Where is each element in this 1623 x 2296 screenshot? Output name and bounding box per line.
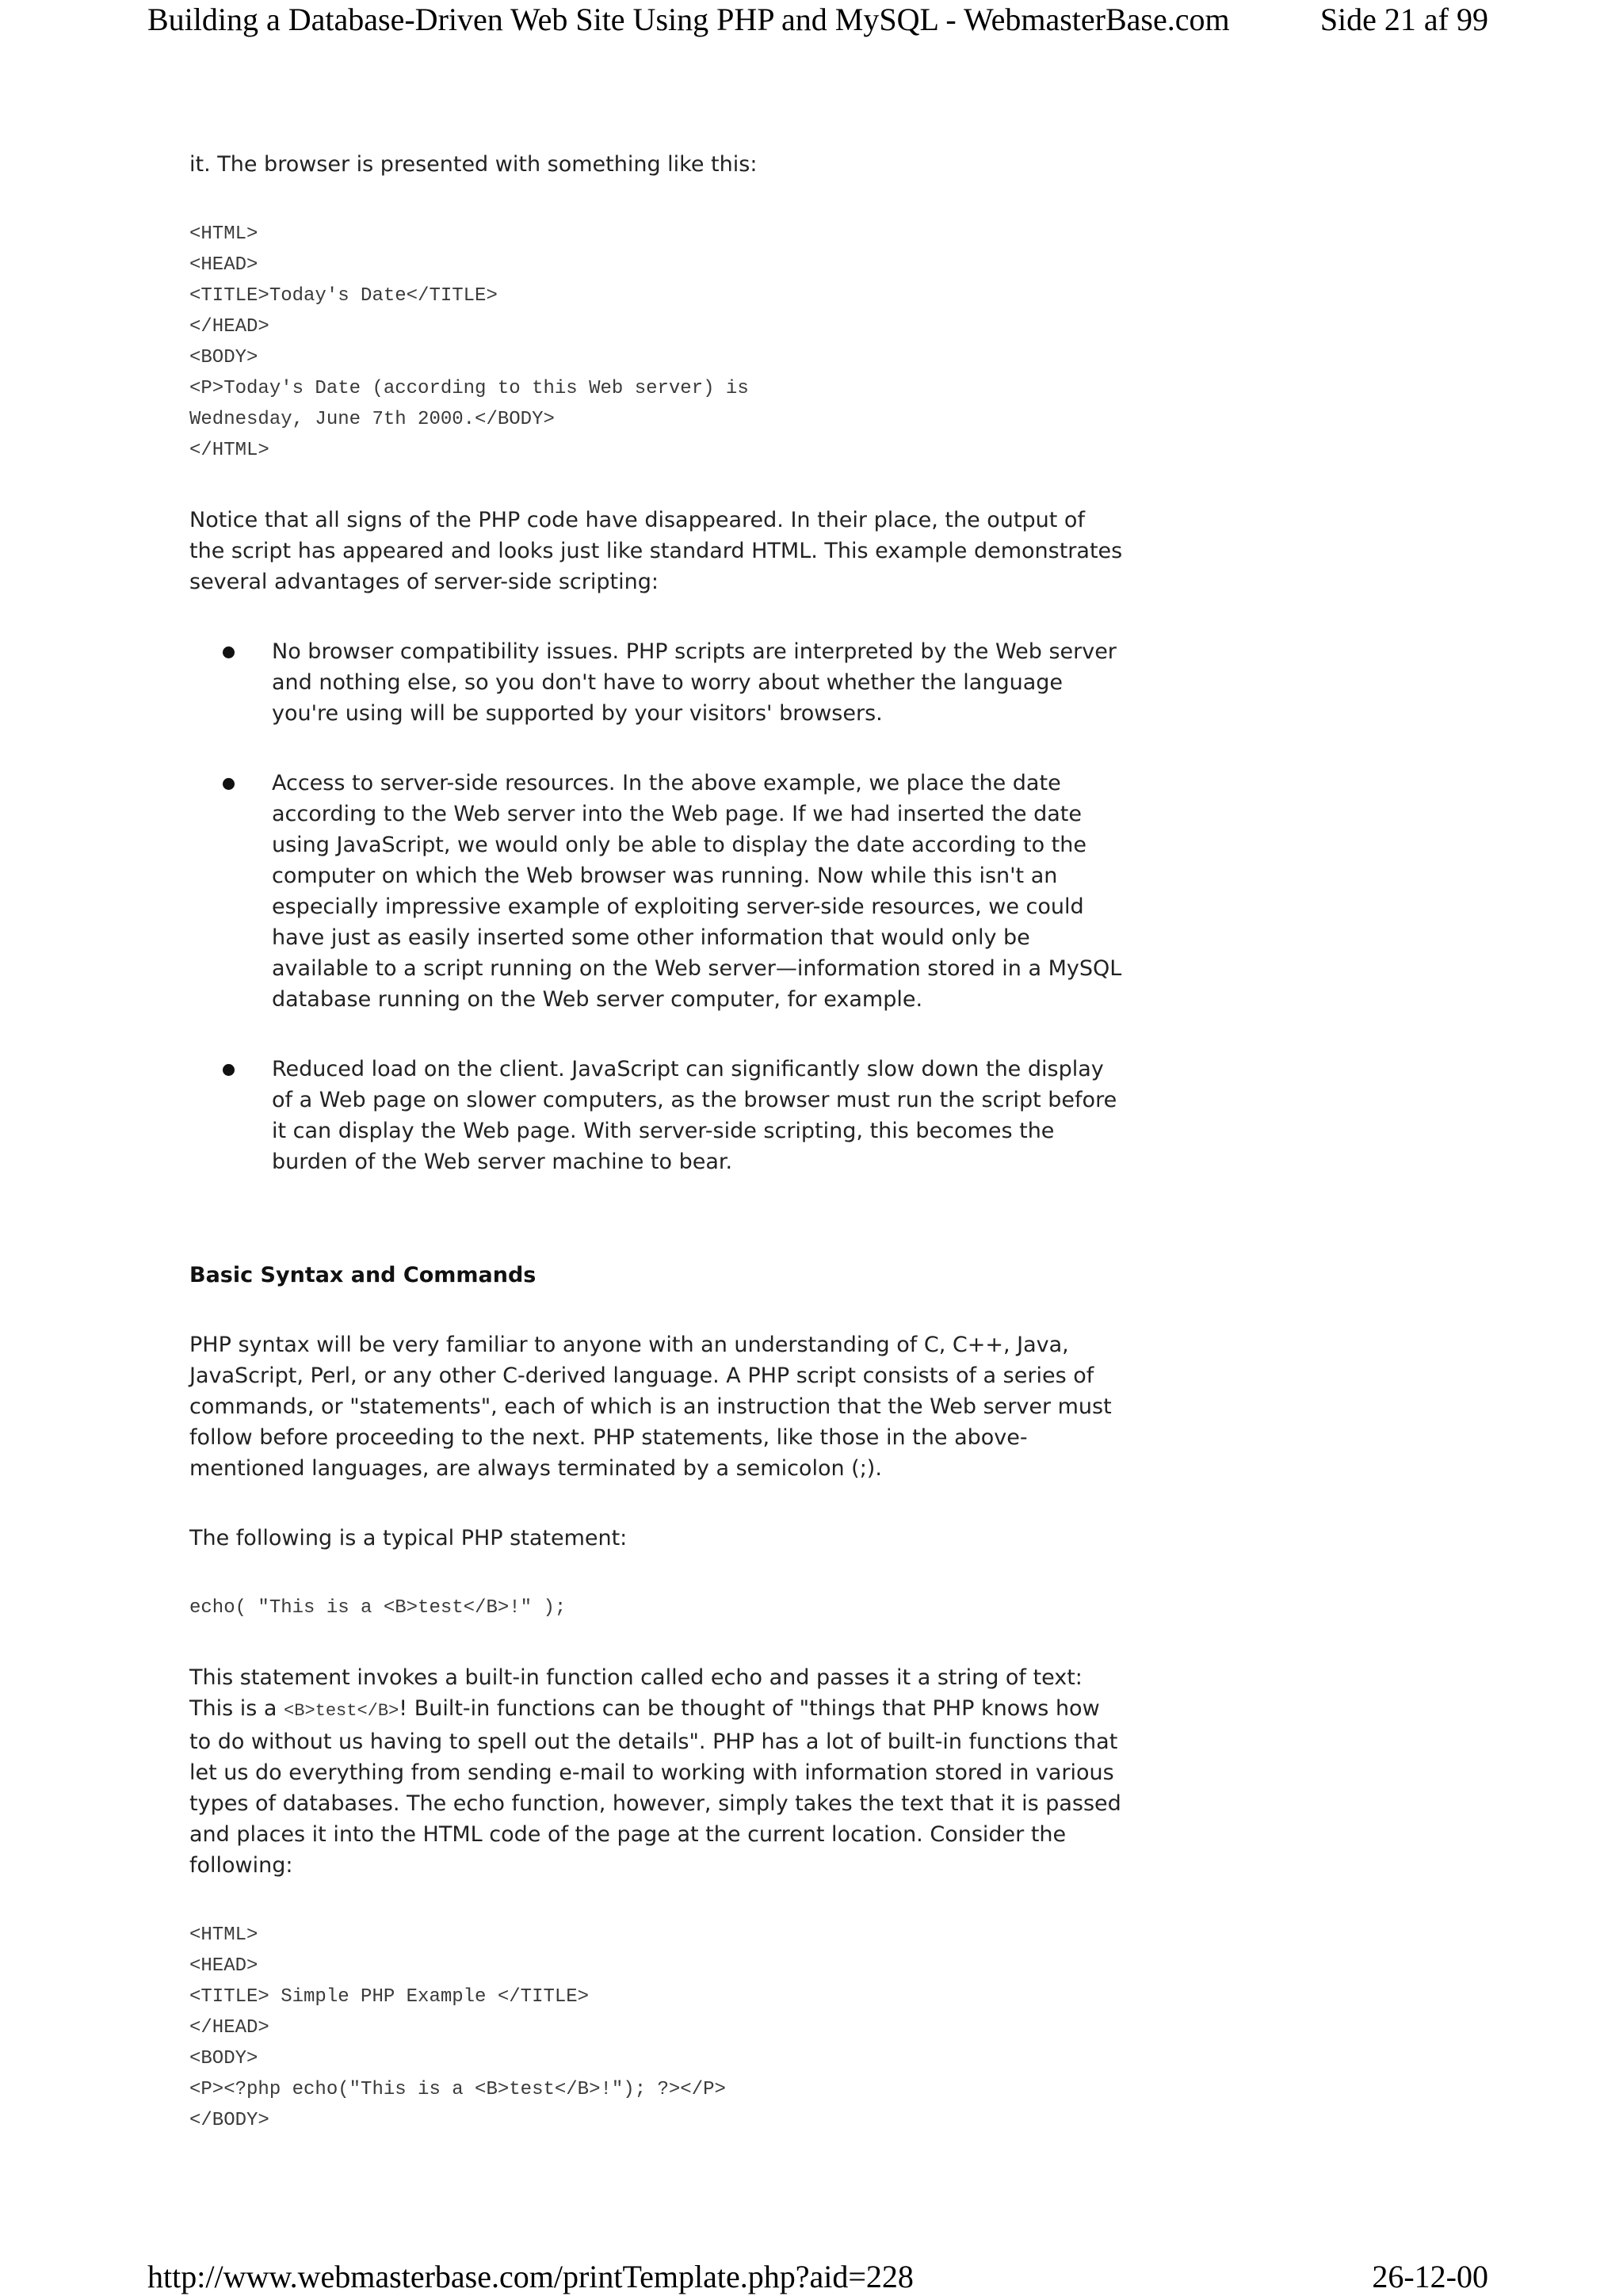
document-title: Building a Database-Driven Web Site Using PHP and MySQL - WebmasterBase.com	[147, 2, 1230, 37]
bullet-icon	[223, 646, 235, 658]
code-block-output-html: <HTML> <HEAD> <TITLE>Today's Date</TITLE> </HEAD> <BODY> <P>Today's Date (according to this Web server) is Wednesday, June 7th 2000.</BODY> </HTML>	[189, 223, 749, 461]
echo-paragraph-text-2: ! Built-in functions can be thought of "things that PHP knows how to do without us having to spell out the details". PHP has a lot of built-in functions that let us do everything from sending e-mail to working with information stored in various types of databases. The echo function, however, simply takes the text that it is passed and places it into the HTML code of the page at the current location. Consider the following:	[189, 1696, 1121, 1878]
list-item	[189, 768, 1125, 1015]
typical-statement-intro: The following is a typical PHP statement:	[189, 1526, 628, 1550]
section-heading: Basic Syntax and Commands	[189, 1263, 537, 1287]
footer-date: 26-12-00	[1372, 2259, 1488, 2294]
echo-paragraph	[189, 1662, 1125, 1881]
bullet-icon	[223, 1064, 235, 1076]
bullet-icon	[223, 778, 235, 790]
notice-paragraph: Notice that all signs of the PHP code have disappeared. In their place, the output of the script has appeared and looks just like standard HTML. This example demonstrates several advantages of server-side scripting:	[189, 508, 1123, 594]
footer-url: http://www.webmasterbase.com/printTemplate.php?aid=228	[147, 2259, 914, 2294]
code-statement: echo( "This is a <B>test</B>!" );	[189, 1597, 567, 1619]
echo-paragraph-text-1: This statement invokes a built-in function called echo and passes it a string of text: This is a	[189, 1665, 1083, 1721]
code-block-php-example: <HTML> <HEAD> <TITLE> Simple PHP Example </TITLE> </HEAD> <BODY> <P><?php echo("This is a <B>test</B>!"); ?></P> </BODY>	[189, 1924, 726, 2131]
page-footer	[147, 2258, 1488, 2296]
inline-code: <B>test</B>	[284, 1701, 399, 1721]
page-header	[147, 0, 1488, 40]
page-indicator: Side 21 af 99	[1319, 2, 1488, 37]
syntax-paragraph: PHP syntax will be very familiar to anyone with an understanding of C, C++, Java, JavaScript, Perl, or any other C-derived language. A PHP script consists of a series of commands, or "statements", each of which is an instruction that the Web server must follow before proceeding to the next. PHP statements, like those in the above-mentioned languages, are always terminated by a semicolon (;).	[189, 1333, 1112, 1481]
advantages-list	[189, 636, 1125, 1177]
list-item	[189, 1054, 1125, 1177]
list-item	[189, 636, 1125, 729]
intro-paragraph: it. The browser is presented with something like this:	[189, 152, 758, 177]
list-item-text: No browser compatibility issues. PHP scripts are interpreted by the Web server and nothing else, so you don't have to worry about whether the language you're using will be supported by your visitors' browsers.	[272, 639, 1117, 726]
list-item-text: Access to server-side resources. In the above example, we place the date according to the Web server into the Web page. If we had inserted the date using JavaScript, we would only be able to display the date according to the computer on which the Web browser was running. Now while this isn't an especially impressive example of exploiting server-side resources, we could have just as easily inserted some other information that would only be available to a script running on the Web server—information stored in a MySQL database running on the Web server computer, for example.	[272, 771, 1122, 1012]
list-item-text: Reduced load on the client. JavaScript can significantly slow down the display of a Web page on slower computers, as the browser must run the script before it can display the Web page. With server-side scripting, this becomes the burden of the Web server machine to bear.	[272, 1057, 1117, 1174]
article-content	[189, 149, 1125, 2175]
